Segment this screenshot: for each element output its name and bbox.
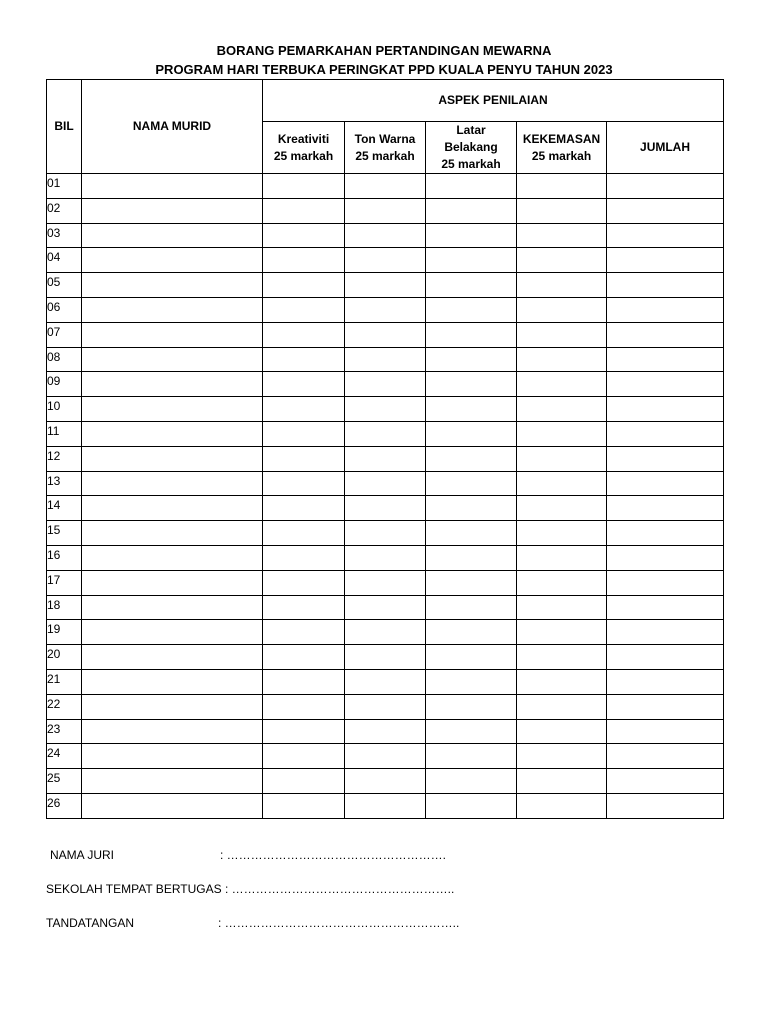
- ton-warna-cell: [345, 496, 426, 521]
- header-latar-marks: 25 markah: [441, 157, 501, 171]
- ton-warna-cell: [345, 645, 426, 670]
- latar-belakang-cell: [426, 273, 517, 298]
- table-row: [47, 719, 724, 744]
- kreativiti-cell: [263, 620, 345, 645]
- sekolah-tempat-bertugas-field: SEKOLAH TEMPAT BERTUGAS : ………………………………………………..: [46, 882, 455, 896]
- jumlah-cell: [607, 694, 724, 719]
- latar-belakang-cell: [426, 496, 517, 521]
- table-row: [47, 620, 724, 645]
- table-row: [47, 446, 724, 471]
- kekemasan-cell: [517, 421, 607, 446]
- header-kreativiti-marks: 25 markah: [273, 148, 334, 163]
- nama-murid-cell: [82, 570, 263, 595]
- kekemasan-cell: [517, 595, 607, 620]
- jumlah-cell: [607, 223, 724, 248]
- header-ton-warna-marks: 25 markah: [355, 148, 415, 163]
- jumlah-cell: [607, 397, 724, 422]
- row-number: 15: [47, 521, 82, 546]
- latar-belakang-cell: [426, 297, 517, 322]
- table-row: [47, 297, 724, 322]
- ton-warna-cell: [345, 694, 426, 719]
- nama-murid-cell: [82, 694, 263, 719]
- ton-warna-cell: [345, 545, 426, 570]
- jumlah-cell: [607, 273, 724, 298]
- latar-belakang-cell: [426, 421, 517, 446]
- table-row: [47, 545, 724, 570]
- nama-murid-cell: [82, 496, 263, 521]
- tandatangan-label: TANDATANGAN: [46, 916, 135, 930]
- kekemasan-cell: [517, 645, 607, 670]
- jumlah-cell: [607, 322, 724, 347]
- kreativiti-cell: [263, 421, 345, 446]
- row-number: 24: [47, 744, 82, 769]
- row-number: 22: [47, 694, 82, 719]
- table-row: [47, 744, 724, 769]
- table-row: [47, 397, 724, 422]
- latar-belakang-cell: [426, 570, 517, 595]
- nama-juri-label: NAMA JURI: [50, 848, 115, 862]
- kekemasan-cell: [517, 248, 607, 273]
- kreativiti-cell: [263, 769, 345, 794]
- nama-murid-cell: [82, 322, 263, 347]
- row-number: 13: [47, 471, 82, 496]
- row-number: 06: [47, 297, 82, 322]
- jumlah-cell: [607, 595, 724, 620]
- jumlah-cell: [607, 347, 724, 372]
- jumlah-cell: [607, 521, 724, 546]
- row-number: 01: [47, 174, 82, 199]
- row-number: 08: [47, 347, 82, 372]
- kreativiti-cell: [263, 595, 345, 620]
- nama-murid-cell: [82, 421, 263, 446]
- kreativiti-cell: [263, 645, 345, 670]
- latar-belakang-cell: [426, 645, 517, 670]
- table-row: [47, 793, 724, 818]
- kreativiti-cell: [263, 669, 345, 694]
- jumlah-cell: [607, 174, 724, 199]
- nama-murid-cell: [82, 397, 263, 422]
- tandatangan-field: : …………………………………………………..: [218, 916, 460, 930]
- kreativiti-cell: [263, 496, 345, 521]
- kreativiti-cell: [263, 347, 345, 372]
- jumlah-cell: [607, 372, 724, 397]
- table-row: [47, 521, 724, 546]
- row-number: 14: [47, 496, 82, 521]
- kekemasan-cell: [517, 174, 607, 199]
- header-kekemasan: [517, 122, 607, 174]
- ton-warna-cell: [345, 620, 426, 645]
- kreativiti-cell: [263, 174, 345, 199]
- row-number: 25: [47, 769, 82, 794]
- kreativiti-cell: [263, 694, 345, 719]
- ton-warna-cell: [345, 322, 426, 347]
- nama-murid-cell: [82, 446, 263, 471]
- kreativiti-cell: [263, 273, 345, 298]
- kreativiti-cell: [263, 322, 345, 347]
- table-row: [47, 372, 724, 397]
- row-number: 05: [47, 273, 82, 298]
- row-number: 26: [47, 793, 82, 818]
- kreativiti-cell: [263, 198, 345, 223]
- latar-belakang-cell: [426, 694, 517, 719]
- ton-warna-cell: [345, 223, 426, 248]
- latar-belakang-cell: [426, 248, 517, 273]
- header-kekemasan-marks: 25 markah: [531, 148, 592, 163]
- kreativiti-cell: [263, 446, 345, 471]
- scoring-table: [46, 79, 724, 819]
- table-row: [47, 595, 724, 620]
- nama-murid-cell: [82, 273, 263, 298]
- header-kreativiti: [263, 122, 345, 174]
- kekemasan-cell: [517, 719, 607, 744]
- nama-murid-cell: [82, 521, 263, 546]
- nama-murid-cell: [82, 174, 263, 199]
- ton-warna-cell: [345, 744, 426, 769]
- latar-belakang-cell: [426, 769, 517, 794]
- table-row: [47, 496, 724, 521]
- ton-warna-cell: [345, 570, 426, 595]
- latar-belakang-cell: [426, 545, 517, 570]
- latar-belakang-cell: [426, 347, 517, 372]
- ton-warna-cell: [345, 347, 426, 372]
- table-row: [47, 174, 724, 199]
- nama-murid-cell: [82, 297, 263, 322]
- latar-belakang-cell: [426, 521, 517, 546]
- jumlah-cell: [607, 446, 724, 471]
- ton-warna-cell: [345, 669, 426, 694]
- table-row: [47, 248, 724, 273]
- form-title: BORANG PEMARKAHAN PERTANDINGAN MEWARNA: [216, 43, 552, 58]
- row-number: 10: [47, 397, 82, 422]
- kekemasan-cell: [517, 471, 607, 496]
- table-row: [47, 347, 724, 372]
- kreativiti-cell: [263, 570, 345, 595]
- kreativiti-cell: [263, 471, 345, 496]
- kekemasan-cell: [517, 620, 607, 645]
- kekemasan-cell: [517, 769, 607, 794]
- row-number: 17: [47, 570, 82, 595]
- kreativiti-cell: [263, 545, 345, 570]
- jumlah-cell: [607, 669, 724, 694]
- ton-warna-cell: [345, 521, 426, 546]
- kreativiti-cell: [263, 521, 345, 546]
- jumlah-cell: [607, 421, 724, 446]
- jumlah-cell: [607, 297, 724, 322]
- ton-warna-cell: [345, 471, 426, 496]
- jumlah-cell: [607, 198, 724, 223]
- table-row: [47, 570, 724, 595]
- row-number: 09: [47, 372, 82, 397]
- jumlah-cell: [607, 620, 724, 645]
- header-ton-warna-label: Ton Warna: [354, 131, 416, 146]
- nama-murid-cell: [82, 545, 263, 570]
- nama-murid-cell: [82, 471, 263, 496]
- table-row: [47, 769, 724, 794]
- row-number: 18: [47, 595, 82, 620]
- header-latar-label-1: Latar: [456, 123, 486, 137]
- kekemasan-cell: [517, 446, 607, 471]
- table-row: [47, 223, 724, 248]
- row-number: 16: [47, 545, 82, 570]
- kreativiti-cell: [263, 297, 345, 322]
- table-row: [47, 421, 724, 446]
- kreativiti-cell: [263, 793, 345, 818]
- kekemasan-cell: [517, 322, 607, 347]
- row-number: 21: [47, 669, 82, 694]
- ton-warna-cell: [345, 446, 426, 471]
- nama-murid-cell: [82, 198, 263, 223]
- ton-warna-cell: [345, 793, 426, 818]
- nama-murid-cell: [82, 744, 263, 769]
- ton-warna-cell: [345, 397, 426, 422]
- row-number: 04: [47, 248, 82, 273]
- nama-murid-cell: [82, 645, 263, 670]
- latar-belakang-cell: [426, 372, 517, 397]
- latar-belakang-cell: [426, 744, 517, 769]
- latar-belakang-cell: [426, 397, 517, 422]
- kreativiti-cell: [263, 223, 345, 248]
- row-number: 19: [47, 620, 82, 645]
- row-number: 23: [47, 719, 82, 744]
- nama-murid-cell: [82, 719, 263, 744]
- kekemasan-cell: [517, 744, 607, 769]
- ton-warna-cell: [345, 769, 426, 794]
- header-latar-belakang: [426, 122, 517, 174]
- row-number: 11: [47, 421, 82, 446]
- kekemasan-cell: [517, 397, 607, 422]
- kekemasan-cell: [517, 496, 607, 521]
- kekemasan-cell: [517, 793, 607, 818]
- header-nama-murid: NAMA MURID: [82, 80, 263, 174]
- row-number: 03: [47, 223, 82, 248]
- ton-warna-cell: [345, 198, 426, 223]
- kekemasan-cell: [517, 694, 607, 719]
- ton-warna-cell: [345, 297, 426, 322]
- ton-warna-cell: [345, 719, 426, 744]
- latar-belakang-cell: [426, 793, 517, 818]
- ton-warna-cell: [345, 248, 426, 273]
- kekemasan-cell: [517, 669, 607, 694]
- header-jumlah: JUMLAH: [607, 122, 724, 174]
- header-bil: BIL: [47, 80, 82, 174]
- kreativiti-cell: [263, 372, 345, 397]
- table-row: [47, 694, 724, 719]
- header-ton-warna: [345, 122, 426, 174]
- row-number: 02: [47, 198, 82, 223]
- row-number: 12: [47, 446, 82, 471]
- jumlah-cell: [607, 793, 724, 818]
- jumlah-cell: [607, 248, 724, 273]
- kreativiti-cell: [263, 397, 345, 422]
- jumlah-cell: [607, 570, 724, 595]
- latar-belakang-cell: [426, 471, 517, 496]
- kekemasan-cell: [517, 347, 607, 372]
- jumlah-cell: [607, 645, 724, 670]
- table-row: [47, 645, 724, 670]
- jumlah-cell: [607, 744, 724, 769]
- latar-belakang-cell: [426, 620, 517, 645]
- table-row: [47, 322, 724, 347]
- table-row: [47, 198, 724, 223]
- ton-warna-cell: [345, 595, 426, 620]
- header-aspek-penilaian: ASPEK PENILAIAN: [263, 80, 724, 122]
- nama-murid-cell: [82, 669, 263, 694]
- table-row: [47, 669, 724, 694]
- nama-murid-cell: [82, 769, 263, 794]
- latar-belakang-cell: [426, 223, 517, 248]
- nama-murid-cell: [82, 793, 263, 818]
- kekemasan-cell: [517, 372, 607, 397]
- header-latar-label-2: Belakang: [444, 140, 498, 154]
- form-subtitle: PROGRAM HARI TERBUKA PERINGKAT PPD KUALA PENYU TAHUN 2023: [155, 62, 613, 77]
- table-row: [47, 471, 724, 496]
- jumlah-cell: [607, 471, 724, 496]
- jumlah-cell: [607, 496, 724, 521]
- kekemasan-cell: [517, 223, 607, 248]
- kreativiti-cell: [263, 744, 345, 769]
- nama-murid-cell: [82, 372, 263, 397]
- latar-belakang-cell: [426, 446, 517, 471]
- latar-belakang-cell: [426, 322, 517, 347]
- kekemasan-cell: [517, 198, 607, 223]
- ton-warna-cell: [345, 421, 426, 446]
- nama-murid-cell: [82, 248, 263, 273]
- ton-warna-cell: [345, 273, 426, 298]
- nama-murid-cell: [82, 620, 263, 645]
- nama-murid-cell: [82, 595, 263, 620]
- kreativiti-cell: [263, 719, 345, 744]
- latar-belakang-cell: [426, 198, 517, 223]
- latar-belakang-cell: [426, 595, 517, 620]
- ton-warna-cell: [345, 372, 426, 397]
- latar-belakang-cell: [426, 669, 517, 694]
- ton-warna-cell: [345, 174, 426, 199]
- nama-murid-cell: [82, 223, 263, 248]
- kekemasan-cell: [517, 570, 607, 595]
- latar-belakang-cell: [426, 719, 517, 744]
- kreativiti-cell: [263, 248, 345, 273]
- header-kekemasan-label: KEKEMASAN: [522, 131, 601, 146]
- kekemasan-cell: [517, 545, 607, 570]
- latar-belakang-cell: [426, 174, 517, 199]
- kekemasan-cell: [517, 273, 607, 298]
- jumlah-cell: [607, 545, 724, 570]
- kekemasan-cell: [517, 521, 607, 546]
- nama-juri-field: : ……………………………………………….: [220, 848, 447, 862]
- jumlah-cell: [607, 769, 724, 794]
- kekemasan-cell: [517, 297, 607, 322]
- row-number: 20: [47, 645, 82, 670]
- row-number: 07: [47, 322, 82, 347]
- table-row: [47, 273, 724, 298]
- jumlah-cell: [607, 719, 724, 744]
- header-kreativiti-label: Kreativiti: [277, 131, 330, 146]
- nama-murid-cell: [82, 347, 263, 372]
